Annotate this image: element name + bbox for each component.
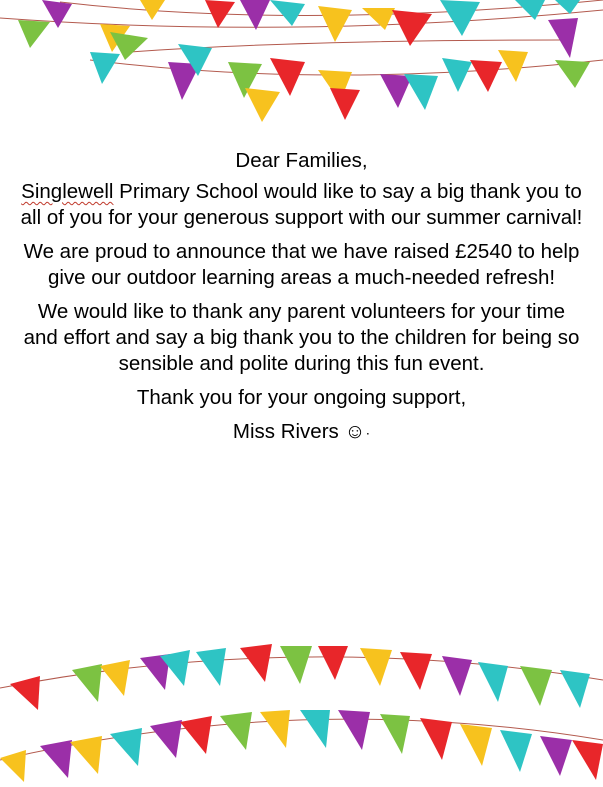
smiley-icon: ☺ [344, 420, 366, 443]
bunting-bottom [0, 610, 603, 787]
paragraph-volunteers: We would like to thank any parent volunteers for your time and effort and say a big thank you to the children for being so sensible and polite during this fun event. [23, 300, 580, 375]
letter-body [20, 148, 583, 454]
closing: Thank you for your ongoing support, [136, 386, 467, 409]
signature-name: Miss Rivers [232, 420, 339, 443]
signature-mark: · [365, 424, 371, 441]
greeting: Dear Families, [235, 149, 368, 172]
paragraph-thanks-text: Primary School would like to say a big thank you to all of you for your generous support with our summer carnival! [20, 180, 583, 229]
bunting-top [0, 0, 603, 130]
paragraph-thanks [20, 179, 583, 231]
paragraph-raised: We are proud to announce that we have raised £2540 to help give our outdoor learning areas a much-needed refresh! [23, 240, 580, 289]
spellcheck-word: Singlewell [21, 180, 114, 203]
signature [20, 419, 583, 446]
